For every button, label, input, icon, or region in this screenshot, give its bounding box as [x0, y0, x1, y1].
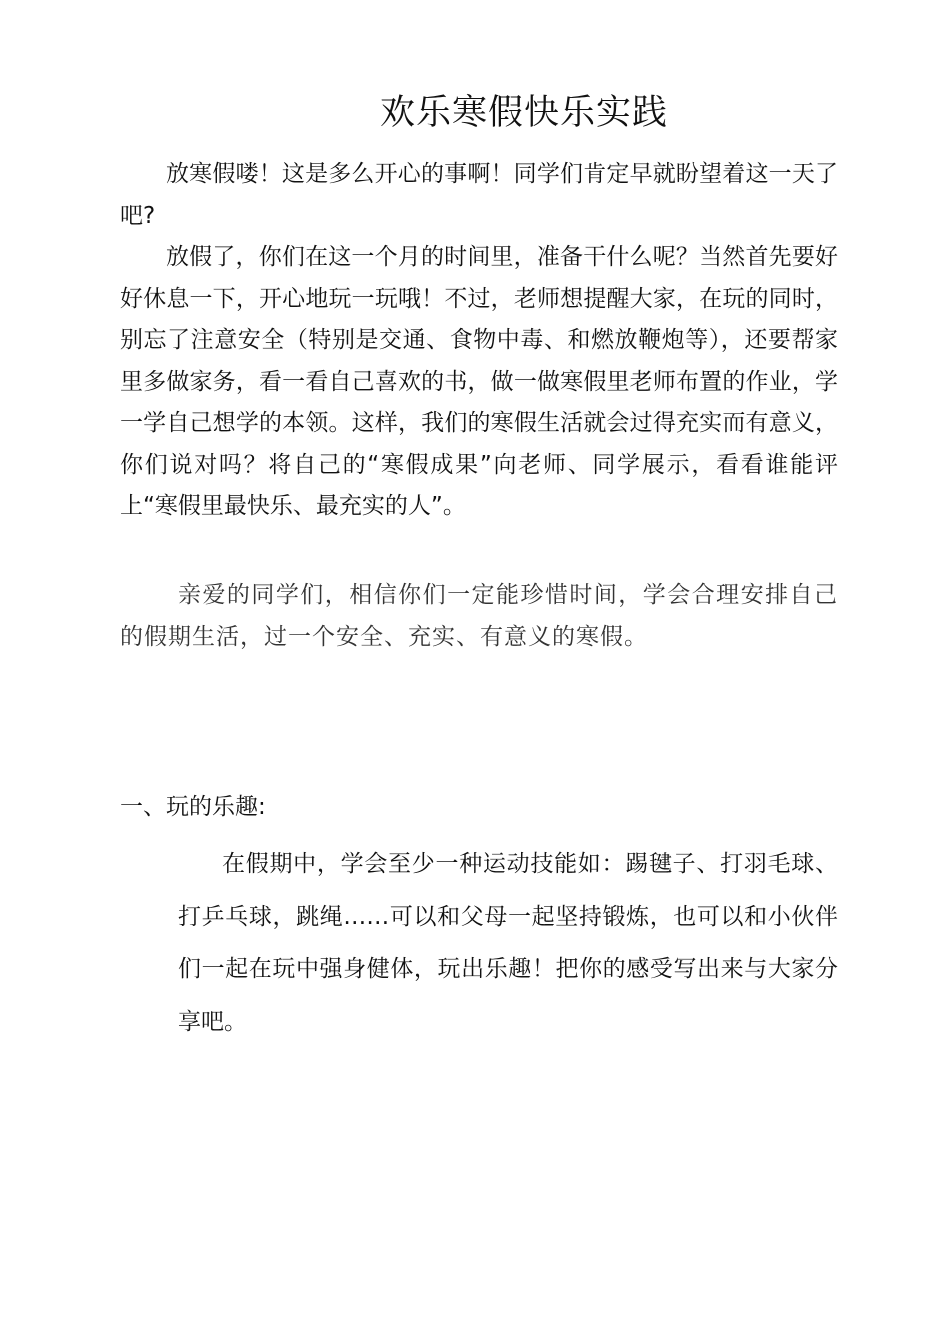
document-title: 欢乐寒假快乐实践: [380, 93, 669, 133]
guidance-paragraph: 放假了，你们在这一个月的时间里，准备干什么呢？当然首先要好好休息一下，开心地玩一玩哦！不过，老师想提醒大家，在玩的同时，别忘了注意安全（特别是交通、食物中毒、和燃放鞭炮等），还要帮家里多做家务，看一看自己喜欢的书，做一做寒假里老师布置的作业，学一学自己想学的本领。这样，我们的寒假生活就会过得充实而有意义，你们说对吗？将自己的“寒假成果”向老师、同学展示，看看谁能评上“寒假里最快乐、最充实的人”。: [120, 244, 838, 519]
intro-paragraph: 放寒假喽！这是多么开心的事啊！同学们肯定早就盼望着这一天了吧?: [120, 161, 838, 229]
section-heading-play: 一、玩的乐趣:: [120, 794, 266, 820]
section-body-play: 在假期中，学会至少一种运动技能如：踢毽子、打羽毛球、打乒乓球，跳绳……可以和父母一起坚持锻炼，也可以和小伙伴们一起在玩中强身健体，玩出乐趣！把你的感受写出来与大家分享吧。: [178, 851, 838, 1035]
closing-paragraph: 亲爱的同学们，相信你们一定能珍惜时间，学会合理安排自己的假期生活，过一个安全、充实、有意义的寒假。: [120, 582, 838, 650]
